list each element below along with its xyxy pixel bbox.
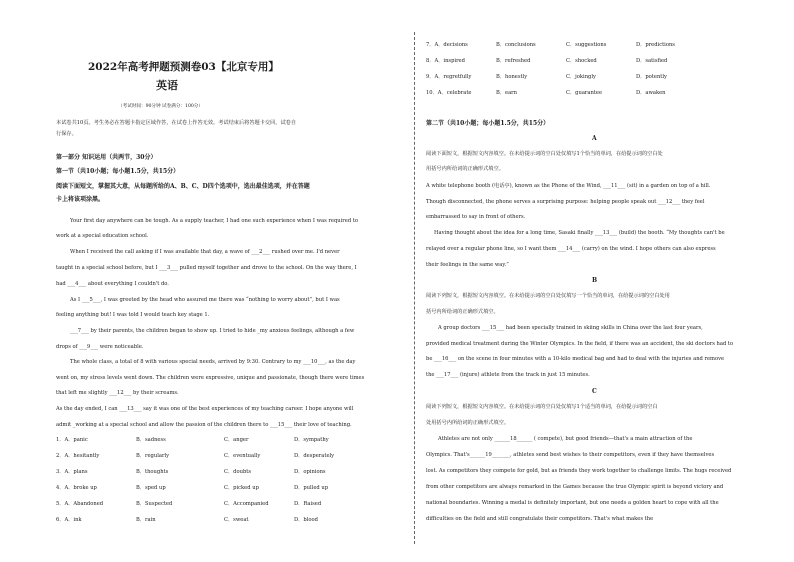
option-c: C．shocked bbox=[566, 58, 597, 64]
passage-line: 括号内所给词的正确形式填空。 bbox=[426, 309, 499, 315]
passage-line: 阅读下列短文，根据短文内容填空。在未给提示词的空白处仅填写一个恰当的单词，在给提示词的空白处用 bbox=[426, 293, 670, 299]
passage-line: The whole class, a total of 8 with various special needs, arrived by 9:30. Contrary to my ___10___, as the day bbox=[70, 359, 356, 365]
option-d: D．pulled up bbox=[294, 485, 329, 491]
passage-line: Though disconnected, the phone serves a surprising purpose: helping people speak out ___12___ they feel bbox=[426, 199, 705, 205]
option-a: 2．A．hesitantly bbox=[56, 453, 100, 459]
instruction-line: 本试卷共10页。考生务必在答题卡指定区域作答，在试卷上作答无效。考试结束后将答题卡交回，试卷自 bbox=[56, 120, 297, 126]
option-b: B．conclusions bbox=[496, 42, 536, 48]
subject-title: 英语 bbox=[156, 79, 178, 92]
passage-line: from other competitors are always remarked in the Games because the true Olympic spirit is beyond victory and bbox=[426, 484, 724, 490]
section-directions: 卡上将该项涂黑。 bbox=[56, 196, 105, 203]
option-b: B．rain bbox=[136, 517, 156, 523]
option-d: D．sympathy bbox=[294, 437, 329, 443]
option-b: B．sadness bbox=[136, 437, 166, 443]
passage-line: When I received the call asking if I was available that day, a wave of ___2___ rushed over me. I'd never bbox=[70, 249, 340, 255]
left-column bbox=[56, 0, 410, 562]
option-c: C．Accompanied bbox=[224, 501, 269, 507]
option-b: B．sped up bbox=[136, 485, 166, 491]
section-heading: 第二节（共10小题；每小题1.5分，共15分） bbox=[426, 120, 550, 127]
option-d: D．satisfied bbox=[636, 58, 668, 64]
passage-line: As the day ended, I can ___13___ say it was one of the best experiences of my teaching career. I hope anyone will bbox=[56, 406, 354, 412]
passage-line: work at a special education school. bbox=[56, 233, 149, 239]
option-c: C．jokingly bbox=[566, 74, 596, 80]
option-b: B．honestly bbox=[496, 74, 528, 80]
passage-line: that left me slightly ___12___ by their screams. bbox=[56, 390, 179, 396]
option-c: C．eventually bbox=[224, 453, 261, 459]
passage-line: Having thought about the idea for a long time, Sasaki finally ___13___ (build) the booth. “My thoughts can't be bbox=[434, 230, 725, 236]
option-d: D．potently bbox=[636, 74, 667, 80]
passage-line: A white telephone booth (电话亭), known as the Phone of the Wind, ___11___ (sit) in a garden on top of a hill. bbox=[426, 183, 711, 189]
column-divider bbox=[414, 32, 415, 544]
passage-line: be ___16___ on the scene in four minutes with a 10-kilo medical bag and had to deal with the injuries and remove bbox=[426, 356, 725, 362]
option-a: 9．A．regretfully bbox=[426, 74, 472, 80]
passage-line: admit _working at a special school and allow the passion of the children there to ___15___ their love of teaching. bbox=[56, 422, 352, 428]
passage-line: provided medical treatment during the Winter Olympics. In the field, if there was an accident, the ski doctors had to bbox=[426, 341, 734, 347]
option-d: D．predictions bbox=[636, 42, 675, 48]
option-d: D．blood bbox=[294, 517, 318, 523]
passage-line: embarrassed to say in front of others. bbox=[426, 214, 526, 220]
option-c: C．sweat bbox=[224, 517, 249, 523]
section-directions: 阅读下面短文，掌握其大意，从每题所给的A、B、C、D四个选项中，选出最佳选项，并在答题 bbox=[56, 183, 310, 190]
option-c: C．picked up bbox=[224, 485, 259, 491]
exam-note: （考试时间：90分钟 试卷满分：100分） bbox=[118, 104, 203, 109]
option-b: B．Suspected bbox=[136, 501, 173, 507]
passage-label: A bbox=[592, 135, 597, 142]
passage-line: 阅读下面短文，根据短文内容填空。在未给提示词的空白处仅填写1个恰当的单词，在给提示词的空白处 bbox=[426, 151, 663, 157]
passage-label: B bbox=[592, 277, 598, 284]
option-a: 10．A．celebrate bbox=[426, 90, 472, 96]
passage-line: lost. As competitors they compete for gold, but as friends they work together to challenge limits. The hugs received bbox=[426, 468, 732, 474]
option-a: 6．A．ink bbox=[56, 517, 82, 523]
passage-line: taught in a special school before, but I ___3___ pulled myself together and drove to the school. On the way there, I bbox=[56, 265, 357, 271]
passage-line: drops of ___9___ were noticeable. bbox=[56, 344, 144, 350]
passage-line: the ___17___ (injure) athlete from the track in just 15 minutes. bbox=[426, 372, 590, 378]
instruction-line: 行保存。 bbox=[56, 131, 77, 137]
option-b: B．thoughts bbox=[136, 469, 169, 475]
passage-line: had ___4___ about everything I couldn't do. bbox=[56, 281, 169, 287]
option-b: B．earn bbox=[496, 90, 517, 96]
passage-line: their feelings in the same way.” bbox=[426, 262, 509, 268]
option-a: 8．A．inspired bbox=[426, 58, 465, 64]
passage-line: ___7___ by their parents, the children began to show up. I tried to hide _my anxious feelings, although a few bbox=[70, 328, 355, 334]
part-heading: 第一部分 知识运用（共两节，30分） bbox=[56, 154, 157, 161]
option-b: B．refreshed bbox=[496, 58, 531, 64]
passage-line: Your first day anywhere can be tough. As a supply teacher, I had one such experience when I was required to bbox=[70, 218, 359, 224]
option-d: D．awaken bbox=[636, 90, 666, 96]
option-c: C．guarantee bbox=[566, 90, 603, 96]
option-c: C．doubts bbox=[224, 469, 252, 475]
option-a: 3．A．plans bbox=[56, 469, 88, 475]
passage-line: Athletes are not only ______18______ ( compete), but good friends—that's a main attraction of the bbox=[438, 436, 693, 442]
page-title: 2022年高考押题预测卷03【北京专用】 bbox=[88, 61, 279, 73]
option-d: D．opinions bbox=[294, 469, 326, 475]
option-a: 5．A．Abandoned bbox=[56, 501, 104, 507]
right-column bbox=[426, 0, 772, 562]
option-d: D．Raised bbox=[294, 501, 322, 507]
option-d: D．desperately bbox=[294, 453, 335, 459]
passage-line: 阅读下列短文，根据短文内容填空。在未给提示词的空白处仅填写1个适当的单词，在给提示词的空白 bbox=[426, 404, 658, 410]
passage-line: went on, my stress levels went down. The children were expressive, unique and passionate, though there were times bbox=[56, 375, 365, 381]
passage-label: C bbox=[592, 388, 597, 395]
option-b: B．regularly bbox=[136, 453, 170, 459]
option-a: 4．A．broke up bbox=[56, 485, 97, 491]
passage-line: 用括号内所给词的正确形式填空。 bbox=[426, 166, 504, 172]
passage-line: As I ___5___, I was greeted by the head who assured me there was “nothing to worry about”, but I was bbox=[70, 297, 340, 303]
passage-line: feeling anything but! I was told I would teach key stage 1. bbox=[56, 312, 210, 318]
section-heading: 第一节（共10小题；每小题1.5分，共15分） bbox=[56, 168, 180, 175]
option-c: C．anger bbox=[224, 437, 249, 443]
option-a: 1．A．panic bbox=[56, 437, 88, 443]
passage-line: 处用括号内所给词的正确形式填空。 bbox=[426, 420, 510, 426]
passage-line: difficulties on the field and still congratulate their competitors. That's what makes the bbox=[426, 516, 654, 522]
option-c: C．suggestions bbox=[566, 42, 607, 48]
passage-line: relayed over a regular phone line, so I want them ___14___ (carry) on the wind. I hope others can also express bbox=[426, 246, 716, 252]
passage-line: national boundaries. Winning a medal is definitely important, but one needs a golden heart to cope with all the bbox=[426, 500, 719, 506]
passage-line: Olympics. That's______19_______, athletes send best wishes to their competitors, even if they have themselves bbox=[426, 452, 715, 458]
passage-line: A group doctors ___15___ had been specially trained in skiing skills in China over the last four years, bbox=[438, 325, 703, 331]
option-a: 7．A．decisions bbox=[426, 42, 468, 48]
